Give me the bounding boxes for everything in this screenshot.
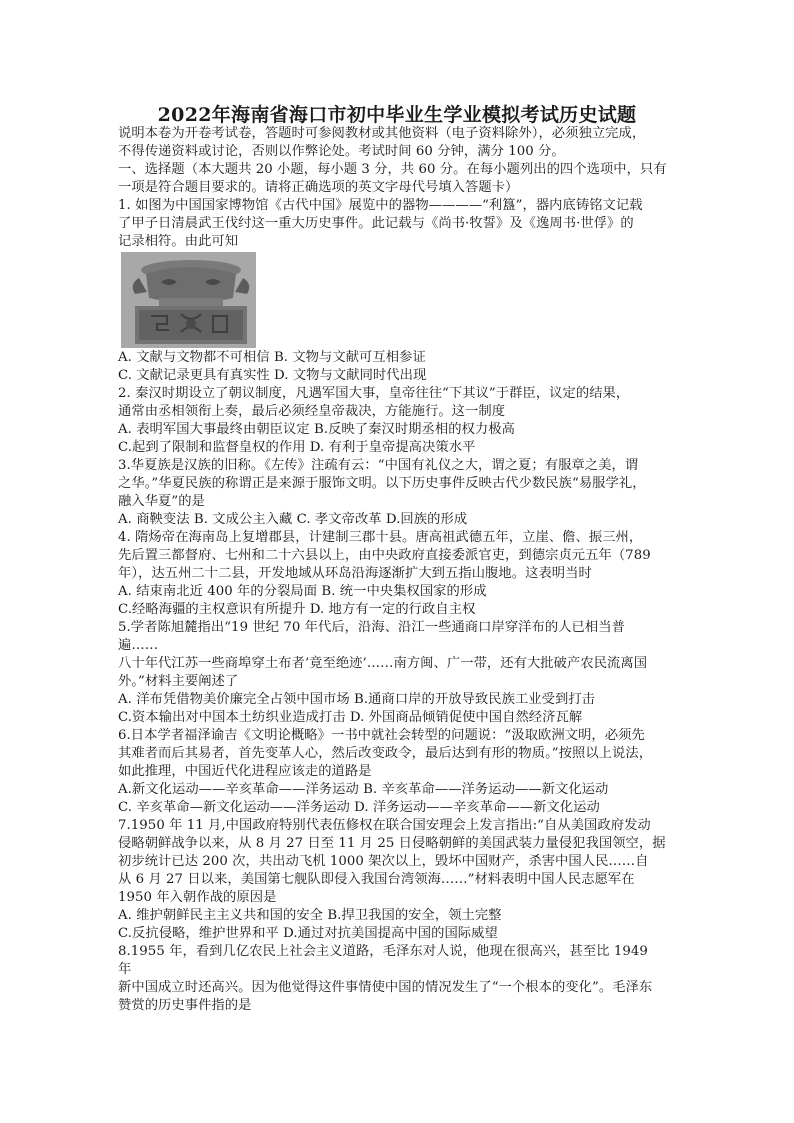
question-8-stem: 赞赏的历史事件指的是 bbox=[118, 998, 252, 1013]
question-7-stem: 侵略朝鲜战争以来，从 8 月 27 日至 11 月 25 日侵略朝鲜的美国武装力量侵犯我国领空，据 bbox=[118, 836, 666, 851]
question-5-stem: 遍…… bbox=[118, 638, 159, 653]
question-5-stem: 八十年代江苏一些商埠穿土布者‘竟至绝迹’……南方闽、广一带，还有大批破产农民流离国 bbox=[118, 656, 648, 671]
question-1-stem: 1. 如图为中国国家博物馆《古代中国》展览中的器物————“利簋”，器内底铸铭文记载 bbox=[118, 198, 643, 213]
question-4-stem: 年），达五州二十二县，开发地域从环岛沿海逐渐扩大到五指山腹地。这表明当时 bbox=[118, 566, 592, 581]
question-2-option: A. 表明军国大事最终由朝臣议定 B.反映了秦汉时期丞相的权力极高 bbox=[118, 422, 515, 437]
intro-line: 说明本卷为开卷考试卷，答题时可参阅教材或其他资料（电子资料除外），必须独立完成， bbox=[118, 126, 646, 141]
question-7-stem: 7.1950 年 11 月,中国政府特别代表伍修权在联合国安理会上发言指出:“自从美国政府发动 bbox=[118, 818, 651, 833]
question-7-option: A. 维护朝鲜民主主义共和国的安全 B.捍卫我国的安全，领土完整 bbox=[118, 908, 502, 923]
question-1-option: A. 文献与文物都不可相信 B. 文物与文献可互相参证 bbox=[118, 350, 426, 365]
question-1-option: C. 文献记录更具有真实性 D. 文物与文献同时代出现 bbox=[118, 368, 427, 383]
question-3-option: A. 商鞅变法 B. 文成公主入藏 C. 孝文帝改革 D.回族的形成 bbox=[118, 512, 468, 527]
question-4-stem: 先后置三都督府、七州和二十六县以上，由中央政府直接委派官吏，到德宗贞元五年（789 bbox=[118, 548, 651, 563]
question-5-option: A. 洋布凭借物美价廉完全占领中国市场 B.通商口岸的开放导致民族工业受到打击 bbox=[118, 692, 596, 707]
question-1-stem: 记录相符。由此可知 bbox=[118, 234, 239, 249]
question-1-stem: 了甲子日清晨武王伐纣这一重大历史事件。此记载与《尚书·牧誓》及《逸周书·世俘》的 bbox=[118, 216, 634, 231]
question-8-stem: 新中国成立时还高兴。因为他觉得这件事情使中国的情况发生了“一个根本的变化”。毛泽东 bbox=[118, 980, 653, 995]
question-6-option: A.新文化运动——辛亥革命——洋务运动 B. 辛亥革命——洋务运动——新文化运动 bbox=[118, 782, 609, 797]
question-5-stem: 外。”材料主要阐述了 bbox=[118, 674, 239, 689]
question-2-option: C.起到了限制和监督皇权的作用 D. 有利于皇帝提高决策水平 bbox=[118, 440, 476, 455]
question-2-stem: 通常由丞相领衔上奏，最后必须经皇帝裁决，方能施行。这一制度 bbox=[118, 404, 506, 419]
question-7-stem: 从 6 月 27 日以来，美国第七舰队即侵入我国台湾领海……”材料表明中国人民志愿军在 bbox=[118, 872, 635, 887]
question-4-option: C.经略海疆的主权意识有所提升 D. 地方有一定的行政自主权 bbox=[118, 602, 476, 617]
question-6-stem: 如此推理，中国近代化进程应该走的道路是 bbox=[118, 764, 372, 779]
question-5-stem: 5.学者陈旭麓指出“19 世纪 70 年代后，沿海、沿江一些通商口岸穿洋布的人已相当普 bbox=[118, 620, 625, 635]
question-4-option: A. 结束南北近 400 年的分裂局面 B. 统一中央集权国家的形成 bbox=[118, 584, 487, 599]
question-7-stem: 1950 年入朝作战的原因是 bbox=[118, 890, 277, 905]
question-3-stem: 融入华夏”的是 bbox=[118, 494, 205, 509]
question-5-option: C.资本输出对中国本土纺织业造成打击 D. 外国商品倾销促使中国自然经济瓦解 bbox=[118, 710, 583, 725]
intro-line: 不得传递资料或讨论，否则以作弊论处。考试时间 60 分钟，满分 100 分。 bbox=[118, 144, 565, 159]
section-heading: 一项是符合题目要求的。请将正确选项的英文字母代号填入答题卡） bbox=[118, 180, 519, 195]
question-8-stem: 年 bbox=[118, 962, 132, 977]
li-gui-bronze-vessel-photo bbox=[121, 252, 256, 348]
question-7-option: C.反抗侵略，维护世界和平 D.通过对抗美国提高中国的国际威望 bbox=[118, 926, 498, 941]
question-6-option: C. 辛亥革命—新文化运动——洋务运动 D. 洋务运动——辛亥革命——新文化运动 bbox=[118, 800, 600, 815]
question-6-stem: 6.日本学者福泽谕吉《文明论概略》一书中就社会转型的问题说：“汲取欧洲文明，必须先 bbox=[118, 728, 645, 743]
section-heading: 一、选择题（本大题共 20 小题，每小题 3 分，共 60 分。在每小题列出的四个选项中，只有 bbox=[118, 162, 667, 177]
question-8-stem: 8.1955 年，看到几亿农民上社会主义道路，毛泽东对人说，他现在很高兴，甚至比 1949 bbox=[118, 944, 648, 959]
exam-title: 2022年海南省海口市初中毕业生学业模拟考试历史试题 bbox=[157, 104, 637, 126]
question-7-stem: 初步统计已达 200 次，共出动飞机 1000 架次以上，毁坏中国财产，杀害中国人民……自 bbox=[118, 854, 649, 869]
question-6-stem: 其难者而后其易者，首先变革人心，然后改变政令，最后达到有形的物质。”按照以上说法， bbox=[118, 746, 653, 761]
question-3-stem: 3.华夏族是汉族的旧称。《左传》注疏有云：“中国有礼仪之大，谓之夏；有服章之美，谓 bbox=[118, 458, 639, 473]
question-2-stem: 2. 秦汉时期设立了朝议制度，凡遇军国大事，皇帝往往“下其议”于群臣，议定的结果， bbox=[118, 386, 630, 401]
question-3-stem: 之华。”华夏民族的称谓正是来源于服饰文明。以下历史事件反映古代少数民族“易服学礼， bbox=[118, 476, 646, 491]
question-4-stem: 4. 隋炀帝在海南岛上复增郡县，计建制三郡十县。唐高祖武德五年，立崖、儋、振三州， bbox=[118, 530, 643, 545]
